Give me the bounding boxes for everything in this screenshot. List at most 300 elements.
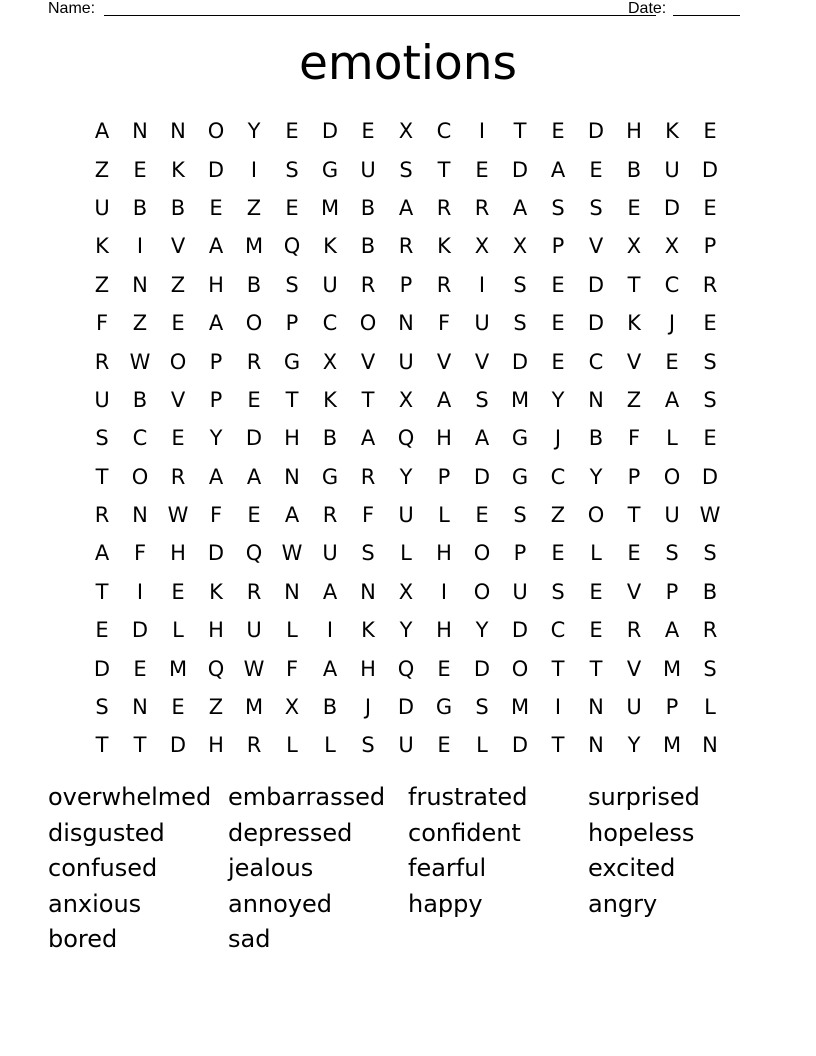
- grid-letter[interactable]: A: [94, 119, 110, 144]
- grid-letter[interactable]: D: [511, 157, 529, 182]
- grid-letter[interactable]: L: [400, 541, 412, 566]
- grid-letter[interactable]: P: [285, 311, 299, 336]
- date-field[interactable]: [673, 0, 740, 16]
- grid-letter[interactable]: K: [171, 157, 185, 182]
- grid-letter[interactable]: S: [703, 541, 717, 566]
- grid-letter[interactable]: W: [699, 503, 721, 528]
- grid-letter[interactable]: G: [321, 157, 339, 182]
- grid-letter[interactable]: X: [664, 234, 680, 259]
- grid-letter[interactable]: S: [665, 541, 679, 566]
- grid-letter[interactable]: K: [209, 579, 223, 604]
- grid-letter[interactable]: N: [132, 695, 148, 720]
- grid-letter[interactable]: S: [95, 426, 109, 451]
- grid-letter[interactable]: B: [588, 426, 604, 451]
- grid-letter[interactable]: N: [398, 311, 414, 336]
- grid-letter[interactable]: C: [550, 618, 566, 643]
- grid-letter[interactable]: N: [588, 733, 604, 758]
- grid-letter[interactable]: D: [473, 656, 491, 681]
- grid-letter[interactable]: B: [702, 579, 718, 604]
- grid-letter[interactable]: R: [702, 618, 718, 643]
- grid-letter[interactable]: X: [626, 234, 642, 259]
- grid-letter[interactable]: X: [284, 695, 300, 720]
- grid-letter[interactable]: R: [94, 503, 110, 528]
- grid-letter[interactable]: I: [478, 272, 486, 297]
- grid-letter[interactable]: R: [360, 272, 376, 297]
- grid-letter[interactable]: D: [397, 695, 415, 720]
- grid-letter[interactable]: L: [286, 618, 298, 643]
- grid-letter[interactable]: B: [170, 195, 186, 220]
- grid-letter[interactable]: Y: [209, 426, 223, 451]
- grid-letter[interactable]: E: [551, 311, 565, 336]
- grid-letter[interactable]: M: [320, 195, 340, 220]
- grid-letter[interactable]: M: [168, 656, 188, 681]
- grid-letter[interactable]: B: [246, 272, 262, 297]
- grid-letter[interactable]: R: [246, 733, 262, 758]
- grid-letter[interactable]: V: [626, 656, 642, 681]
- grid-letter[interactable]: M: [510, 387, 530, 412]
- grid-letter[interactable]: A: [664, 387, 680, 412]
- grid-letter[interactable]: R: [436, 195, 452, 220]
- grid-letter[interactable]: Z: [208, 695, 224, 720]
- grid-letter[interactable]: A: [208, 464, 224, 489]
- grid-letter[interactable]: U: [626, 695, 642, 720]
- grid-letter[interactable]: U: [398, 733, 414, 758]
- grid-letter[interactable]: S: [703, 387, 717, 412]
- grid-letter[interactable]: E: [133, 656, 147, 681]
- grid-letter[interactable]: R: [170, 464, 186, 489]
- grid-letter[interactable]: V: [474, 349, 490, 374]
- grid-letter[interactable]: J: [364, 695, 372, 720]
- grid-letter[interactable]: T: [627, 503, 641, 528]
- grid-letter[interactable]: L: [666, 426, 678, 451]
- grid-letter[interactable]: Q: [283, 234, 301, 259]
- grid-letter[interactable]: T: [437, 157, 451, 182]
- grid-letter[interactable]: E: [703, 426, 717, 451]
- grid-letter[interactable]: S: [589, 195, 603, 220]
- grid-letter[interactable]: E: [551, 119, 565, 144]
- grid-letter[interactable]: X: [474, 234, 490, 259]
- grid-letter[interactable]: D: [587, 272, 605, 297]
- grid-letter[interactable]: P: [551, 234, 565, 259]
- grid-letter[interactable]: V: [360, 349, 376, 374]
- grid-letter[interactable]: I: [554, 695, 562, 720]
- grid-letter[interactable]: T: [95, 579, 109, 604]
- name-field[interactable]: [104, 0, 656, 16]
- grid-letter[interactable]: S: [285, 157, 299, 182]
- grid-letter[interactable]: D: [131, 618, 149, 643]
- grid-letter[interactable]: O: [131, 464, 149, 489]
- grid-letter[interactable]: E: [247, 503, 261, 528]
- grid-letter[interactable]: Q: [397, 656, 415, 681]
- grid-letter[interactable]: G: [283, 349, 301, 374]
- grid-letter[interactable]: P: [209, 349, 223, 374]
- grid-letter[interactable]: I: [326, 618, 334, 643]
- grid-letter[interactable]: S: [703, 349, 717, 374]
- grid-letter[interactable]: H: [436, 426, 452, 451]
- grid-letter[interactable]: Z: [626, 387, 642, 412]
- grid-letter[interactable]: E: [437, 733, 451, 758]
- grid-letter[interactable]: B: [626, 157, 642, 182]
- grid-letter[interactable]: D: [169, 733, 187, 758]
- grid-row: [83, 227, 729, 265]
- grid-letter[interactable]: V: [626, 349, 642, 374]
- grid-letter[interactable]: D: [207, 157, 225, 182]
- grid-letter[interactable]: Y: [399, 464, 413, 489]
- grid-letter[interactable]: K: [361, 618, 375, 643]
- grid-letter[interactable]: O: [359, 311, 377, 336]
- grid-letter[interactable]: I: [478, 119, 486, 144]
- grid-letter[interactable]: D: [511, 618, 529, 643]
- grid-letter[interactable]: B: [360, 195, 376, 220]
- grid-letter[interactable]: V: [626, 579, 642, 604]
- grid-letter[interactable]: M: [662, 733, 682, 758]
- grid-letter[interactable]: S: [475, 387, 489, 412]
- grid-letter[interactable]: A: [664, 618, 680, 643]
- grid-letter[interactable]: X: [398, 579, 414, 604]
- grid-letter[interactable]: M: [244, 695, 264, 720]
- grid-letter[interactable]: J: [554, 426, 562, 451]
- grid-letter[interactable]: E: [589, 579, 603, 604]
- word-list-item: bored: [48, 925, 118, 953]
- grid-letter[interactable]: Y: [551, 387, 565, 412]
- grid-letter[interactable]: D: [473, 464, 491, 489]
- grid-letter[interactable]: S: [513, 503, 527, 528]
- grid-letter[interactable]: Z: [94, 272, 110, 297]
- grid-letter[interactable]: N: [284, 464, 300, 489]
- grid-letter[interactable]: A: [284, 503, 300, 528]
- grid-letter[interactable]: W: [129, 349, 151, 374]
- grid-letter[interactable]: E: [171, 311, 185, 336]
- grid-letter[interactable]: B: [132, 195, 148, 220]
- grid-letter[interactable]: O: [473, 541, 491, 566]
- grid-letter[interactable]: F: [209, 503, 223, 528]
- grid-letter[interactable]: U: [322, 541, 338, 566]
- grid-letter[interactable]: A: [474, 426, 490, 451]
- grid-letter[interactable]: T: [285, 387, 299, 412]
- grid-letter[interactable]: O: [169, 349, 187, 374]
- grid-letter[interactable]: O: [245, 311, 263, 336]
- grid-letter[interactable]: U: [398, 349, 414, 374]
- grid-letter[interactable]: A: [550, 157, 566, 182]
- grid-letter[interactable]: E: [703, 311, 717, 336]
- grid-letter[interactable]: L: [438, 503, 450, 528]
- grid-letter[interactable]: N: [702, 733, 718, 758]
- grid-letter[interactable]: C: [322, 311, 338, 336]
- grid-letter[interactable]: X: [398, 119, 414, 144]
- grid-letter[interactable]: L: [324, 733, 336, 758]
- grid-letter[interactable]: B: [322, 695, 338, 720]
- grid-letter[interactable]: R: [702, 272, 718, 297]
- grid-letter[interactable]: T: [95, 464, 109, 489]
- grid-letter[interactable]: S: [513, 311, 527, 336]
- grid-letter[interactable]: D: [245, 426, 263, 451]
- grid-letter[interactable]: S: [285, 272, 299, 297]
- grid-letter[interactable]: D: [93, 656, 111, 681]
- grid-letter[interactable]: D: [587, 119, 605, 144]
- grid-letter[interactable]: X: [512, 234, 528, 259]
- grid-letter[interactable]: F: [437, 311, 451, 336]
- grid-letter[interactable]: E: [171, 695, 185, 720]
- grid-letter[interactable]: T: [589, 656, 603, 681]
- grid-letter[interactable]: D: [663, 195, 681, 220]
- grid-letter[interactable]: F: [95, 311, 109, 336]
- grid-letter[interactable]: H: [436, 618, 452, 643]
- grid-letter[interactable]: E: [627, 195, 641, 220]
- grid-letter[interactable]: X: [322, 349, 338, 374]
- grid-letter[interactable]: N: [284, 579, 300, 604]
- grid-letter[interactable]: C: [588, 349, 604, 374]
- grid-letter[interactable]: E: [285, 119, 299, 144]
- grid-letter[interactable]: R: [246, 579, 262, 604]
- grid-letter[interactable]: E: [475, 503, 489, 528]
- grid-letter[interactable]: T: [513, 119, 527, 144]
- grid-letter[interactable]: K: [627, 311, 641, 336]
- grid-letter[interactable]: K: [437, 234, 451, 259]
- grid-letter[interactable]: C: [664, 272, 680, 297]
- grid-letter[interactable]: U: [94, 387, 110, 412]
- grid-letter[interactable]: U: [664, 157, 680, 182]
- grid-letter[interactable]: E: [627, 541, 641, 566]
- grid-letter[interactable]: B: [132, 387, 148, 412]
- grid-letter[interactable]: P: [437, 464, 451, 489]
- grid-letter[interactable]: P: [665, 695, 679, 720]
- grid-letter[interactable]: D: [207, 541, 225, 566]
- grid-letter[interactable]: H: [208, 272, 224, 297]
- grid-letter[interactable]: D: [587, 311, 605, 336]
- grid-letter[interactable]: O: [511, 656, 529, 681]
- grid-letter[interactable]: H: [284, 426, 300, 451]
- grid-letter[interactable]: A: [436, 387, 452, 412]
- grid-letter[interactable]: R: [322, 503, 338, 528]
- grid-letter[interactable]: E: [247, 387, 261, 412]
- grid-letter[interactable]: U: [322, 272, 338, 297]
- grid-letter[interactable]: I: [136, 579, 144, 604]
- grid-letter[interactable]: H: [626, 119, 642, 144]
- grid-letter[interactable]: A: [322, 656, 338, 681]
- grid-letter[interactable]: Q: [397, 426, 415, 451]
- grid-letter[interactable]: U: [474, 311, 490, 336]
- grid-letter[interactable]: H: [208, 618, 224, 643]
- grid-letter[interactable]: A: [208, 234, 224, 259]
- grid-letter[interactable]: N: [132, 503, 148, 528]
- grid-letter[interactable]: N: [360, 579, 376, 604]
- grid-letter[interactable]: U: [94, 195, 110, 220]
- grid-letter[interactable]: L: [172, 618, 184, 643]
- grid-letter[interactable]: N: [132, 272, 148, 297]
- grid-letter[interactable]: S: [703, 656, 717, 681]
- grid-letter[interactable]: R: [626, 618, 642, 643]
- grid-letter[interactable]: U: [360, 157, 376, 182]
- grid-letter[interactable]: E: [209, 195, 223, 220]
- grid-letter[interactable]: G: [511, 426, 529, 451]
- grid-letter[interactable]: D: [701, 464, 719, 489]
- grid-letter[interactable]: J: [668, 311, 676, 336]
- grid-letter[interactable]: N: [132, 119, 148, 144]
- grid-letter[interactable]: Y: [247, 119, 261, 144]
- grid-letter[interactable]: Q: [207, 656, 225, 681]
- grid-letter[interactable]: Z: [550, 503, 566, 528]
- grid-letter[interactable]: M: [662, 656, 682, 681]
- grid-letter[interactable]: S: [475, 695, 489, 720]
- grid-letter[interactable]: A: [94, 541, 110, 566]
- grid-letter[interactable]: T: [551, 656, 565, 681]
- grid-letter[interactable]: K: [323, 387, 337, 412]
- grid-letter[interactable]: A: [208, 311, 224, 336]
- grid-letter[interactable]: A: [360, 426, 376, 451]
- grid-letter[interactable]: E: [437, 656, 451, 681]
- grid-letter[interactable]: P: [627, 464, 641, 489]
- grid-letter[interactable]: F: [627, 426, 641, 451]
- grid-letter[interactable]: S: [513, 272, 527, 297]
- grid-row: [83, 112, 729, 150]
- grid-letter[interactable]: H: [208, 733, 224, 758]
- grid-letter[interactable]: R: [246, 349, 262, 374]
- grid-letter[interactable]: E: [475, 157, 489, 182]
- grid-letter[interactable]: W: [167, 503, 189, 528]
- grid-letter[interactable]: Y: [589, 464, 603, 489]
- grid-letter[interactable]: E: [665, 349, 679, 374]
- grid-letter[interactable]: A: [322, 579, 338, 604]
- grid-letter[interactable]: Q: [245, 541, 263, 566]
- grid-letter[interactable]: P: [665, 579, 679, 604]
- grid-letter[interactable]: A: [246, 464, 262, 489]
- grid-letter[interactable]: M: [510, 695, 530, 720]
- grid-letter[interactable]: E: [551, 349, 565, 374]
- grid-letter[interactable]: E: [703, 119, 717, 144]
- grid-letter[interactable]: S: [551, 195, 565, 220]
- grid-letter[interactable]: E: [285, 195, 299, 220]
- grid-letter[interactable]: P: [209, 387, 223, 412]
- grid-letter[interactable]: T: [133, 733, 147, 758]
- grid-letter[interactable]: G: [511, 464, 529, 489]
- header: [48, 0, 740, 20]
- grid-letter[interactable]: E: [171, 426, 185, 451]
- grid-letter[interactable]: R: [398, 234, 414, 259]
- grid-letter[interactable]: N: [588, 695, 604, 720]
- grid-letter[interactable]: E: [361, 119, 375, 144]
- grid-letter[interactable]: A: [398, 195, 414, 220]
- grid-letter[interactable]: L: [704, 695, 716, 720]
- word-list-item: sad: [228, 925, 271, 953]
- grid-letter[interactable]: T: [627, 272, 641, 297]
- grid-letter[interactable]: V: [170, 234, 186, 259]
- grid-letter[interactable]: S: [95, 695, 109, 720]
- letter-grid: [83, 112, 729, 765]
- grid-letter[interactable]: D: [321, 119, 339, 144]
- grid-letter[interactable]: Z: [170, 272, 186, 297]
- grid-letter[interactable]: K: [95, 234, 109, 259]
- grid-letter[interactable]: E: [171, 579, 185, 604]
- grid-letter[interactable]: I: [136, 234, 144, 259]
- grid-letter[interactable]: P: [399, 272, 413, 297]
- grid-letter[interactable]: C: [550, 464, 566, 489]
- word-list-item: jealous: [228, 854, 314, 882]
- grid-letter[interactable]: S: [551, 579, 565, 604]
- grid-letter[interactable]: S: [361, 733, 375, 758]
- grid-letter[interactable]: F: [361, 503, 375, 528]
- grid-letter[interactable]: R: [474, 195, 490, 220]
- grid-letter[interactable]: B: [360, 234, 376, 259]
- grid-letter[interactable]: N: [170, 119, 186, 144]
- grid-letter[interactable]: F: [133, 541, 147, 566]
- grid-letter[interactable]: Z: [94, 157, 110, 182]
- word-list-item: frustrated: [408, 783, 528, 811]
- grid-letter[interactable]: D: [701, 157, 719, 182]
- grid-letter[interactable]: U: [246, 618, 262, 643]
- grid-letter[interactable]: T: [551, 733, 565, 758]
- grid-letter[interactable]: T: [361, 387, 375, 412]
- grid-letter[interactable]: R: [436, 272, 452, 297]
- grid-letter[interactable]: S: [361, 541, 375, 566]
- grid-letter[interactable]: E: [551, 272, 565, 297]
- grid-letter[interactable]: Y: [627, 733, 641, 758]
- grid-letter[interactable]: F: [285, 656, 299, 681]
- grid-letter[interactable]: W: [243, 656, 265, 681]
- grid-letter[interactable]: T: [95, 733, 109, 758]
- grid-letter[interactable]: H: [436, 541, 452, 566]
- grid-letter[interactable]: O: [207, 119, 225, 144]
- grid-letter[interactable]: E: [133, 157, 147, 182]
- grid-letter[interactable]: D: [511, 349, 529, 374]
- grid-letter[interactable]: E: [551, 541, 565, 566]
- grid-letter[interactable]: U: [512, 579, 528, 604]
- grid-letter[interactable]: O: [663, 464, 681, 489]
- grid-letter[interactable]: X: [398, 387, 414, 412]
- grid-letter[interactable]: L: [286, 733, 298, 758]
- grid-letter[interactable]: C: [436, 119, 452, 144]
- grid-letter[interactable]: V: [436, 349, 452, 374]
- grid-letter[interactable]: L: [590, 541, 602, 566]
- grid-letter[interactable]: Y: [475, 618, 489, 643]
- grid-letter[interactable]: P: [513, 541, 527, 566]
- grid-letter[interactable]: G: [435, 695, 453, 720]
- grid-letter[interactable]: R: [360, 464, 376, 489]
- grid-letter[interactable]: D: [511, 733, 529, 758]
- grid-letter[interactable]: Z: [246, 195, 262, 220]
- grid-letter[interactable]: V: [588, 234, 604, 259]
- grid-letter[interactable]: N: [588, 387, 604, 412]
- grid-letter[interactable]: H: [360, 656, 376, 681]
- grid-letter[interactable]: V: [170, 387, 186, 412]
- grid-letter[interactable]: Y: [399, 618, 413, 643]
- word-list-item: anxious: [48, 889, 142, 918]
- grid-letter[interactable]: U: [664, 503, 680, 528]
- grid-letter[interactable]: Z: [132, 311, 148, 336]
- grid-letter[interactable]: K: [323, 234, 337, 259]
- grid-letter[interactable]: M: [244, 234, 264, 259]
- grid-letter[interactable]: W: [281, 541, 303, 566]
- grid-letter[interactable]: S: [399, 157, 413, 182]
- grid-letter[interactable]: A: [512, 195, 528, 220]
- grid-letter[interactable]: E: [703, 195, 717, 220]
- grid-letter[interactable]: I: [250, 157, 258, 182]
- grid-letter[interactable]: P: [703, 234, 717, 259]
- grid-letter[interactable]: E: [589, 157, 603, 182]
- grid-letter[interactable]: O: [473, 579, 491, 604]
- grid-letter[interactable]: E: [589, 618, 603, 643]
- grid-letter[interactable]: I: [440, 579, 448, 604]
- grid-letter[interactable]: U: [398, 503, 414, 528]
- grid-letter[interactable]: L: [476, 733, 488, 758]
- grid-letter[interactable]: R: [94, 349, 110, 374]
- grid-letter[interactable]: G: [321, 464, 339, 489]
- grid-letter[interactable]: E: [95, 618, 109, 643]
- grid-letter[interactable]: K: [665, 119, 679, 144]
- grid-letter[interactable]: B: [322, 426, 338, 451]
- grid-letter[interactable]: C: [132, 426, 148, 451]
- grid-letter[interactable]: O: [587, 503, 605, 528]
- grid-letter[interactable]: H: [170, 541, 186, 566]
